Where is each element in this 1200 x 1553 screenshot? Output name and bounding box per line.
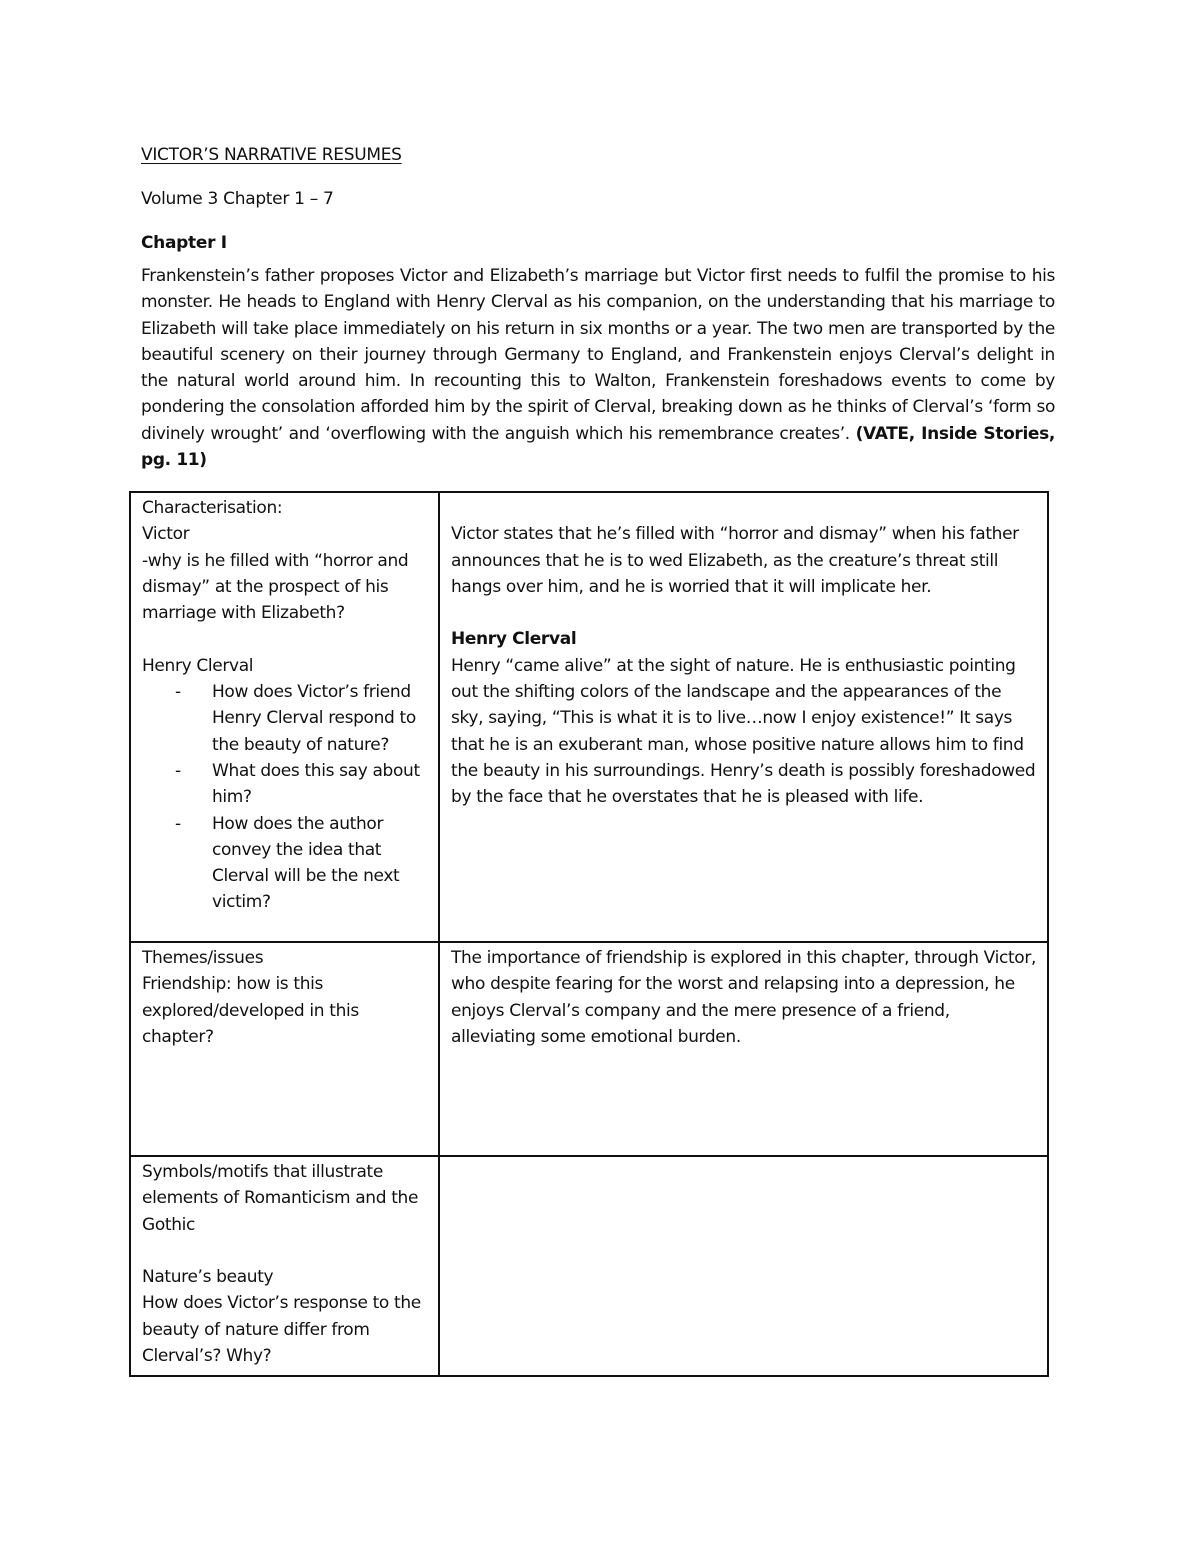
characterisation-label: Characterisation:: [142, 498, 283, 518]
symbols-label: Symbols/motifs that illustrate elements of Romanticism and the Gothic: [142, 1162, 419, 1235]
themes-answer-cell: [439, 942, 1048, 1156]
victor-answer: Victor states that he’s filled with “horror and dismay” when his father announces that he is to wed Elizabeth, as the creature’s threat still hangs over him, and he is worried that it will implicate her.: [451, 524, 1019, 597]
symbols-answer-cell: [439, 1156, 1048, 1376]
themes-question: Friendship: how is this explored/developed in this chapter?: [142, 974, 359, 1047]
spacer: [142, 626, 428, 652]
spacer: [142, 1238, 428, 1264]
themes-label: Themes/issues: [142, 948, 264, 968]
themes-row: [130, 942, 1048, 1156]
characterisation-prompt-cell: [130, 492, 439, 942]
victor-question: -why is he filled with “horror and dismay” at the prospect of his marriage with Elizabeth?: [142, 550, 409, 624]
characterisation-row: [130, 492, 1048, 942]
symbols-question: How does Victor’s response to the beauty of nature differ from Clerval’s? Why?: [142, 1293, 421, 1367]
analysis-table: [129, 491, 1049, 1377]
henry-question: What does this say about him?: [212, 760, 420, 808]
spacer: [451, 495, 1037, 521]
characterisation-answer-cell: [439, 492, 1048, 942]
henry-answer: Henry “came alive” at the sight of nature. He is enthusiastic pointing out the shifting colors of the landscape and the appearances of the sky, saying, “This is what it is to live…now I enjoy existence!” It says that he is an exuberant man, whose positive nature allows him to find the beauty in his surroundings. Henry’s death is possibly foreshadowed by the face that he overstates that he is pleased with life.: [451, 655, 1036, 808]
henry-question-list: [142, 679, 428, 916]
document-title: VICTOR’S NARRATIVE RESUMES: [141, 145, 402, 165]
bullet-dash: -: [175, 682, 181, 703]
chapter-summary: [141, 263, 1055, 473]
list-item: [142, 811, 428, 916]
symbols-row: [130, 1156, 1048, 1376]
victor-label: Victor: [142, 524, 190, 545]
bullet-dash: -: [175, 813, 181, 834]
symbols-prompt-cell: [130, 1156, 439, 1376]
chapter-heading: Chapter I: [141, 233, 227, 253]
list-item: [142, 679, 428, 758]
henry-label: Henry Clerval: [142, 655, 254, 676]
henry-question: How does Victor’s friend Henry Clerval respond to the beauty of nature?: [212, 682, 416, 755]
list-item: [142, 758, 428, 811]
symbols-sub-label: Nature’s beauty: [142, 1267, 274, 1288]
document-subtitle: Volume 3 Chapter 1 – 7: [141, 189, 334, 209]
spacer: [451, 600, 1037, 626]
summary-text: Frankenstein’s father proposes Victor and Elizabeth’s marriage but Victor first needs to fulfil the promise to his monster. He heads to England with Henry Clerval as his companion, on the understanding that his marriage to Elizabeth will take place immediately on his return in six months or a year. The two men are transported by the beautiful scenery on their journey through Germany to England, and Frankenstein enjoys Clerval’s delight in the natural world around him. In recounting this to Walton, Frankenstein foreshadows events to come by pondering the consolation afforded him by the spirit of Clerval, breaking down as he thinks of Clerval’s ‘form so divinely wrought’ and ‘overflowing with the anguish which his remembrance creates’.: [141, 266, 1055, 444]
bullet-dash: -: [175, 760, 181, 781]
themes-answer: The importance of friendship is explored in this chapter, through Victor, who despite fearing for the worst and relapsing into a depression, he enjoys Clerval’s company and the mere presence of a friend, alleviating some emotional burden.: [451, 948, 1037, 1047]
henry-heading: Henry Clerval: [451, 629, 577, 650]
summary-citation: (VATE, Inside Stories, pg. 11): [141, 423, 1055, 471]
themes-prompt-cell: [130, 942, 439, 1156]
henry-question: How does the author convey the idea that Clerval will be the next victim?: [212, 813, 400, 913]
